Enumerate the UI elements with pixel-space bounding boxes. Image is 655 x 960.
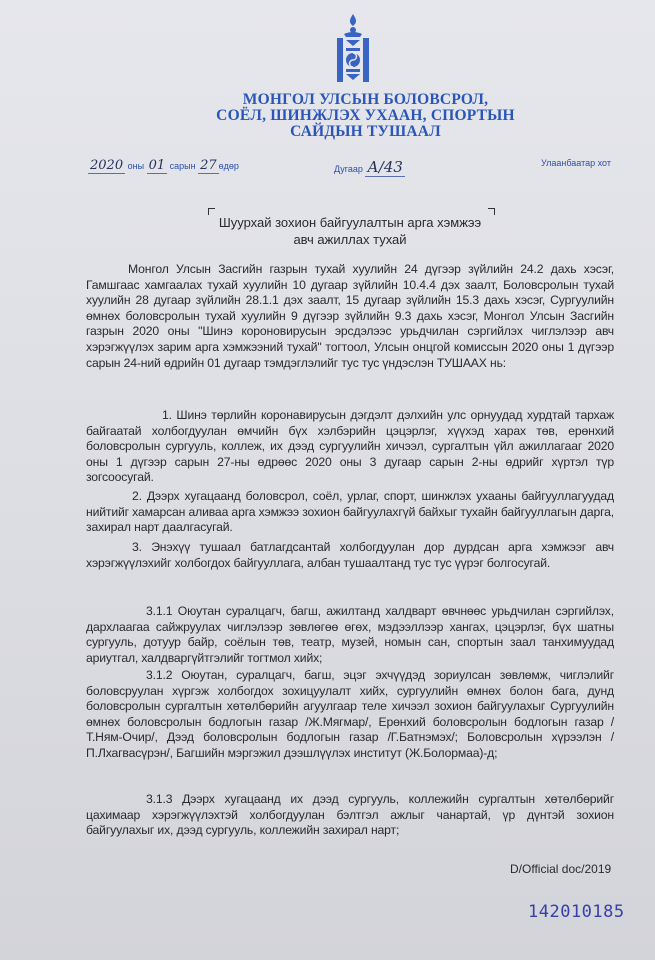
date-line	[88, 158, 239, 173]
ministry-title-line2: СОЁЛ, ШИНЖЛЭХ УХААН, СПОРТЫН	[216, 107, 515, 124]
clause-2: 2. Дээрх хугацаанд боловсрол, соёл, урлаг, спорт, шинжлэх ухааны байгууллагуудад нийтийг хамарсан аливаа арга хэмжээ зохион байгуулахгүй байхыг тухайн байгууллагын дарга, захирал нарт даалгасугай.	[86, 489, 614, 535]
order-number-line	[334, 158, 405, 176]
document-title	[200, 214, 500, 248]
document-title-line2: авч ажиллах тухай	[293, 232, 407, 247]
date-year-suffix: оны	[127, 161, 145, 171]
date-day-suffix: өдөр	[218, 161, 239, 171]
order-number: А/43	[367, 158, 403, 176]
order-number-label: Дугаар	[334, 164, 363, 174]
clause-3-1-1: 3.1.1 Оюутан суралцагч, багш, ажилтанд халдварт өвчнөөс урьдчилан сэргийлэх, дархлаагаа сайжруулах чиглэлээр зөвлөгөө өгөх, мэдээллээр хангах, цэцэрлэг, бүх шатны сургууль, дотуур байр, соёлын төв, театр, музей, номын сан, спортын заал танхимуудад ариутгал, халдваргүйтгэлийг тогтмол хийх;	[86, 604, 614, 665]
date-month: 01	[148, 158, 166, 173]
clause-3-1-2: 3.1.2 Оюутан, суралцагч, багш, эцэг эхчүүдэд зориулсан зөвлөмж, чиглэлийг боловсруулан хүргэж холбогдох зохицуулалт хийх, сургуулийн өмнөх болон бага, дунд боловсролын сургалтын хөтөлбөрийн агуулгаар теле хичээл зохион байгуулахыг Сургуулийн өмнөх боловсролын бодлогын газар /Ж.Мягмар/, Ерөнхий боловсролын бодлогын газар /Т.Ням-Очир/, Дээд боловсролын бодлогын газар /Г.Батнэмэх/; Боловсролын хүрээлэн /П.Лхагвасүрэн/, Багшийн мэргэжил дээшлүүлэх институт (Ж.Болормаа)-д;	[86, 668, 614, 760]
ministry-title-line1: МОНГОЛ УЛСЫН БОЛОВСРОЛ,	[242, 91, 489, 108]
date-day: 27	[200, 158, 217, 173]
serial-stamp: 142010185	[528, 902, 625, 922]
clause-3-1-3: 3.1.3 Дээрх хугацаанд их дээд сургууль, коллежийн сургалтын хөтөлбөрийг цахимаар хэрэгжүүлэхтэй холбогдуулан бэлтгэл ажлыг чанартай, үр дүнтэй зохион байгуулахыг их, дээд сургууль, коллежийн захирал нарт;	[86, 792, 614, 838]
soyombo-emblem-icon	[330, 12, 376, 86]
document-code: D/Official doc/2019	[510, 862, 612, 876]
clause-1: 1. Шинэ төрлийн коронавирусын дэгдэлт дэлхийн улс орнуудад хурдтай тархаж байгаатай холбогдуулан өмчийн бүх хэлбэрийн цэцэрлэг, хүүхэд харах төв, ерөнхий боловсролын сургууль, коллеж, их дээд сургуулийн хичээл, сургалтын үйл ажиллагааг 2020 оны 1 дүгээр сарын 27-ны өдрөөс 2020 оны 3 дугаар сарын 2-ны өдрийг хүртэл түр зогсоосугай.	[86, 408, 614, 485]
date-year: 2020	[90, 158, 124, 173]
date-month-suffix: сарын	[169, 161, 196, 171]
clause-3: 3. Энэхүү тушаал батлагдсантай холбогдуулан дор дурдсан арга хэмжээг авч хэрэгжүүлэхийг холбогдох байгууллага, албан тушаалтанд тус тус үүрэг болгосугай.	[86, 540, 614, 570]
intro-paragraph: Монгол Улсын Засгийн газрын тухай хуулийн 24 дүгээр зүйлийн 24.2 дахь хэсэг, Гамшгаас хамгаалах тухай хуулийн 10 дугаар зүйлийн 10.4.4 дэх заалт, Боловсролын тухай хуулийн 28 дугаар зүйлийн 28.1.1 дэх заалт, 15 дугаар зүйлийн 15.3 дахь хэсэг, Сургуулийн өмнөх боловсролын тухай хуулийн 9 дүгээр зүйлийн 9.3 дахь хэсэг, Монгол Улсын Засгийн газрын 2020 оны "Шинэ короновирусын эрсдэлээс урьдчилан сэргийлэх чиглэлээр авч хэрэгжүүлэх зарим арга хэмжээний тухай" тогтоол, Улсын онцгой комиссын 2020 оны 1 дүгээр сарын 24-ний өдрийн 01 дугаар тэмдэглэлийг тус тус үндэслэн ТУШААХ нь:	[86, 262, 614, 370]
document-title-line1: Шуурхай зохион байгуулалтын арга хэмжээ	[218, 215, 482, 230]
order-heading: САЙДЫН ТУШААЛ	[290, 123, 441, 140]
city-label: Улаанбаатар хот	[541, 158, 611, 168]
